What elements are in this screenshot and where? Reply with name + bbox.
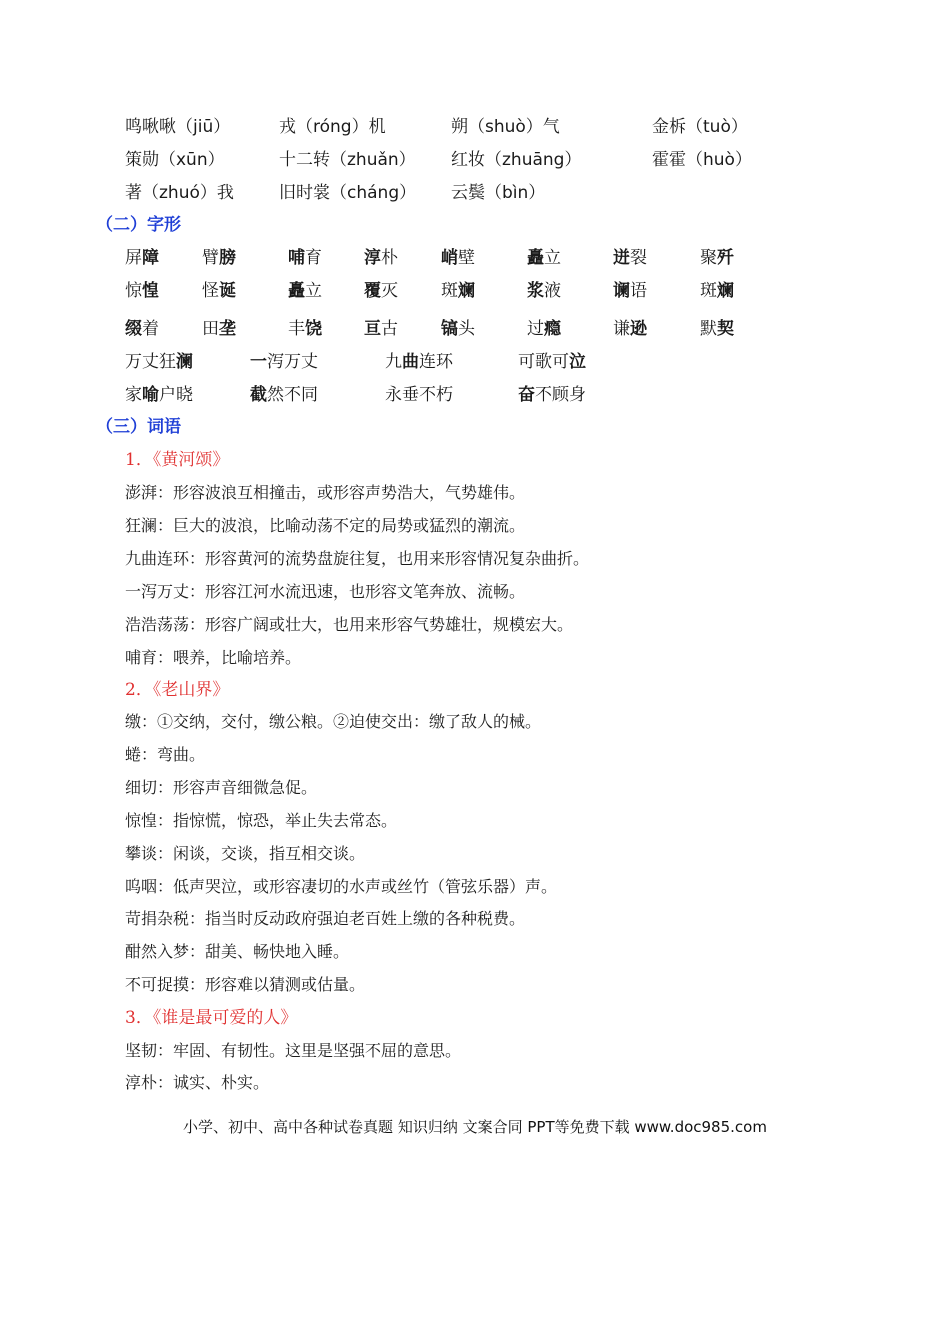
footer-banner: 小学、初中、高中各种试卷真题 知识归纳 文案合同 PPT等免费下载 www.doc985.com [183,1118,767,1136]
definition-line: 呜咽：低声哭泣，或形容凄切的水声或丝竹（管弦乐器）声。 [125,877,558,896]
word-item: 缀着 [125,319,159,339]
definition-line: 惊惶：指惊慌，惊恐，举止失去常态。 [125,811,398,830]
definition-line: 一泻万丈：形容江河水流迅速，也形容文笔奔放、流畅。 [125,582,526,601]
lesson-title: 3．《谁是最可爱的人》 [125,1008,298,1028]
word-item: 斑斓 [441,281,475,301]
word-item: 聚歼 [700,248,734,268]
pinyin-item: 红妆（zhuāng） [451,150,582,170]
definition-line: 狂澜：巨大的波浪，比喻动荡不定的局势或猛烈的潮流。 [125,516,526,535]
char-row [0,276,950,306]
idiom-item: 一泻万丈 [250,352,318,372]
definition-line: 苛捐杂税：指当时反动政府强迫老百姓上缴的各种税费。 [125,909,526,928]
definition-line: 不可捉摸：形容难以猜测或估量。 [125,975,366,994]
pinyin-row [0,112,950,142]
definition-line: 坚韧：牢固、有韧性。这里是坚强不屈的意思。 [125,1041,462,1060]
idiom-item: 万丈狂澜 [125,352,193,372]
word-item: 谦逊 [613,319,647,339]
definition-line: 浩浩荡荡：形容广阔或壮大，也用来形容气势雄壮，规模宏大。 [125,615,574,634]
word-item: 矗立 [288,281,322,301]
word-item: 淳朴 [364,248,398,268]
definition-line: 缴：①交纳，交付，缴公粮。②迫使交出：缴了敌人的械。 [125,712,542,731]
idiom-item: 九曲连环 [385,352,453,372]
word-item: 镐头 [441,319,475,339]
word-item: 矗立 [527,248,561,268]
idiom-row [0,347,950,377]
word-item: 斑斓 [700,281,734,301]
pinyin-row [0,178,950,208]
word-item: 默契 [700,319,734,339]
section-heading-vocabulary: （三）词语 [96,417,181,437]
word-item: 哺育 [288,248,322,268]
pinyin-item: 戎（róng）机 [279,117,386,137]
pinyin-item: 著（zhuó）我 [125,183,234,203]
idiom-item: 截然不同 [250,385,318,405]
pinyin-item: 策勋（xūn） [125,150,225,170]
idiom-item: 奋不顾身 [518,385,586,405]
word-item: 丰饶 [288,319,322,339]
pinyin-item: 旧时裳（cháng） [279,183,417,203]
pinyin-item: 鸣啾啾（jiū） [125,117,231,137]
definition-line: 酣然入梦：甜美、畅快地入睡。 [125,942,350,961]
definition-line: 蜷：弯曲。 [125,745,206,764]
pinyin-item: 霍霍（huò） [652,150,752,170]
pinyin-item: 金柝（tuò） [652,117,748,137]
word-item: 峭壁 [441,248,475,268]
word-item: 臂膀 [202,248,236,268]
word-item: 谰语 [613,281,647,301]
word-item: 惊惶 [125,281,159,301]
definition-line: 澎湃：形容波浪互相撞击，或形容声势浩大，气势雄伟。 [125,483,526,502]
definition-line: 细切：形容声音细微急促。 [125,778,318,797]
word-item: 覆灭 [364,281,398,301]
definition-line: 哺育：喂养，比喻培养。 [125,648,302,667]
idiom-row [0,380,950,410]
char-row [0,314,950,344]
definition-line: 淳朴：诚实、朴实。 [125,1073,270,1092]
char-row [0,243,950,273]
word-item: 怪诞 [202,281,236,301]
definition-line: 九曲连环：形容黄河的流势盘旋往复，也用来形容情况复杂曲折。 [125,549,590,568]
idiom-item: 永垂不朽 [385,385,453,405]
word-item: 浆液 [527,281,561,301]
idiom-item: 可歌可泣 [518,352,586,372]
pinyin-item: 朔（shuò）气 [451,117,560,137]
word-item: 亘古 [364,319,398,339]
definition-line: 攀谈：闲谈，交谈，指互相交谈。 [125,844,366,863]
idiom-item: 家喻户晓 [125,385,193,405]
pinyin-row [0,145,950,175]
word-item: 屏障 [125,248,159,268]
word-item: 过瘾 [527,319,561,339]
pinyin-item: 十二转（zhuǎn） [279,150,416,170]
lesson-title: 2．《老山界》 [125,680,230,700]
word-item: 迸裂 [613,248,647,268]
lesson-title: 1．《黄河颂》 [125,450,230,470]
section-heading-glyphs: （二）字形 [96,215,181,235]
pinyin-item: 云鬓（bìn） [451,183,546,203]
word-item: 田垄 [202,319,236,339]
